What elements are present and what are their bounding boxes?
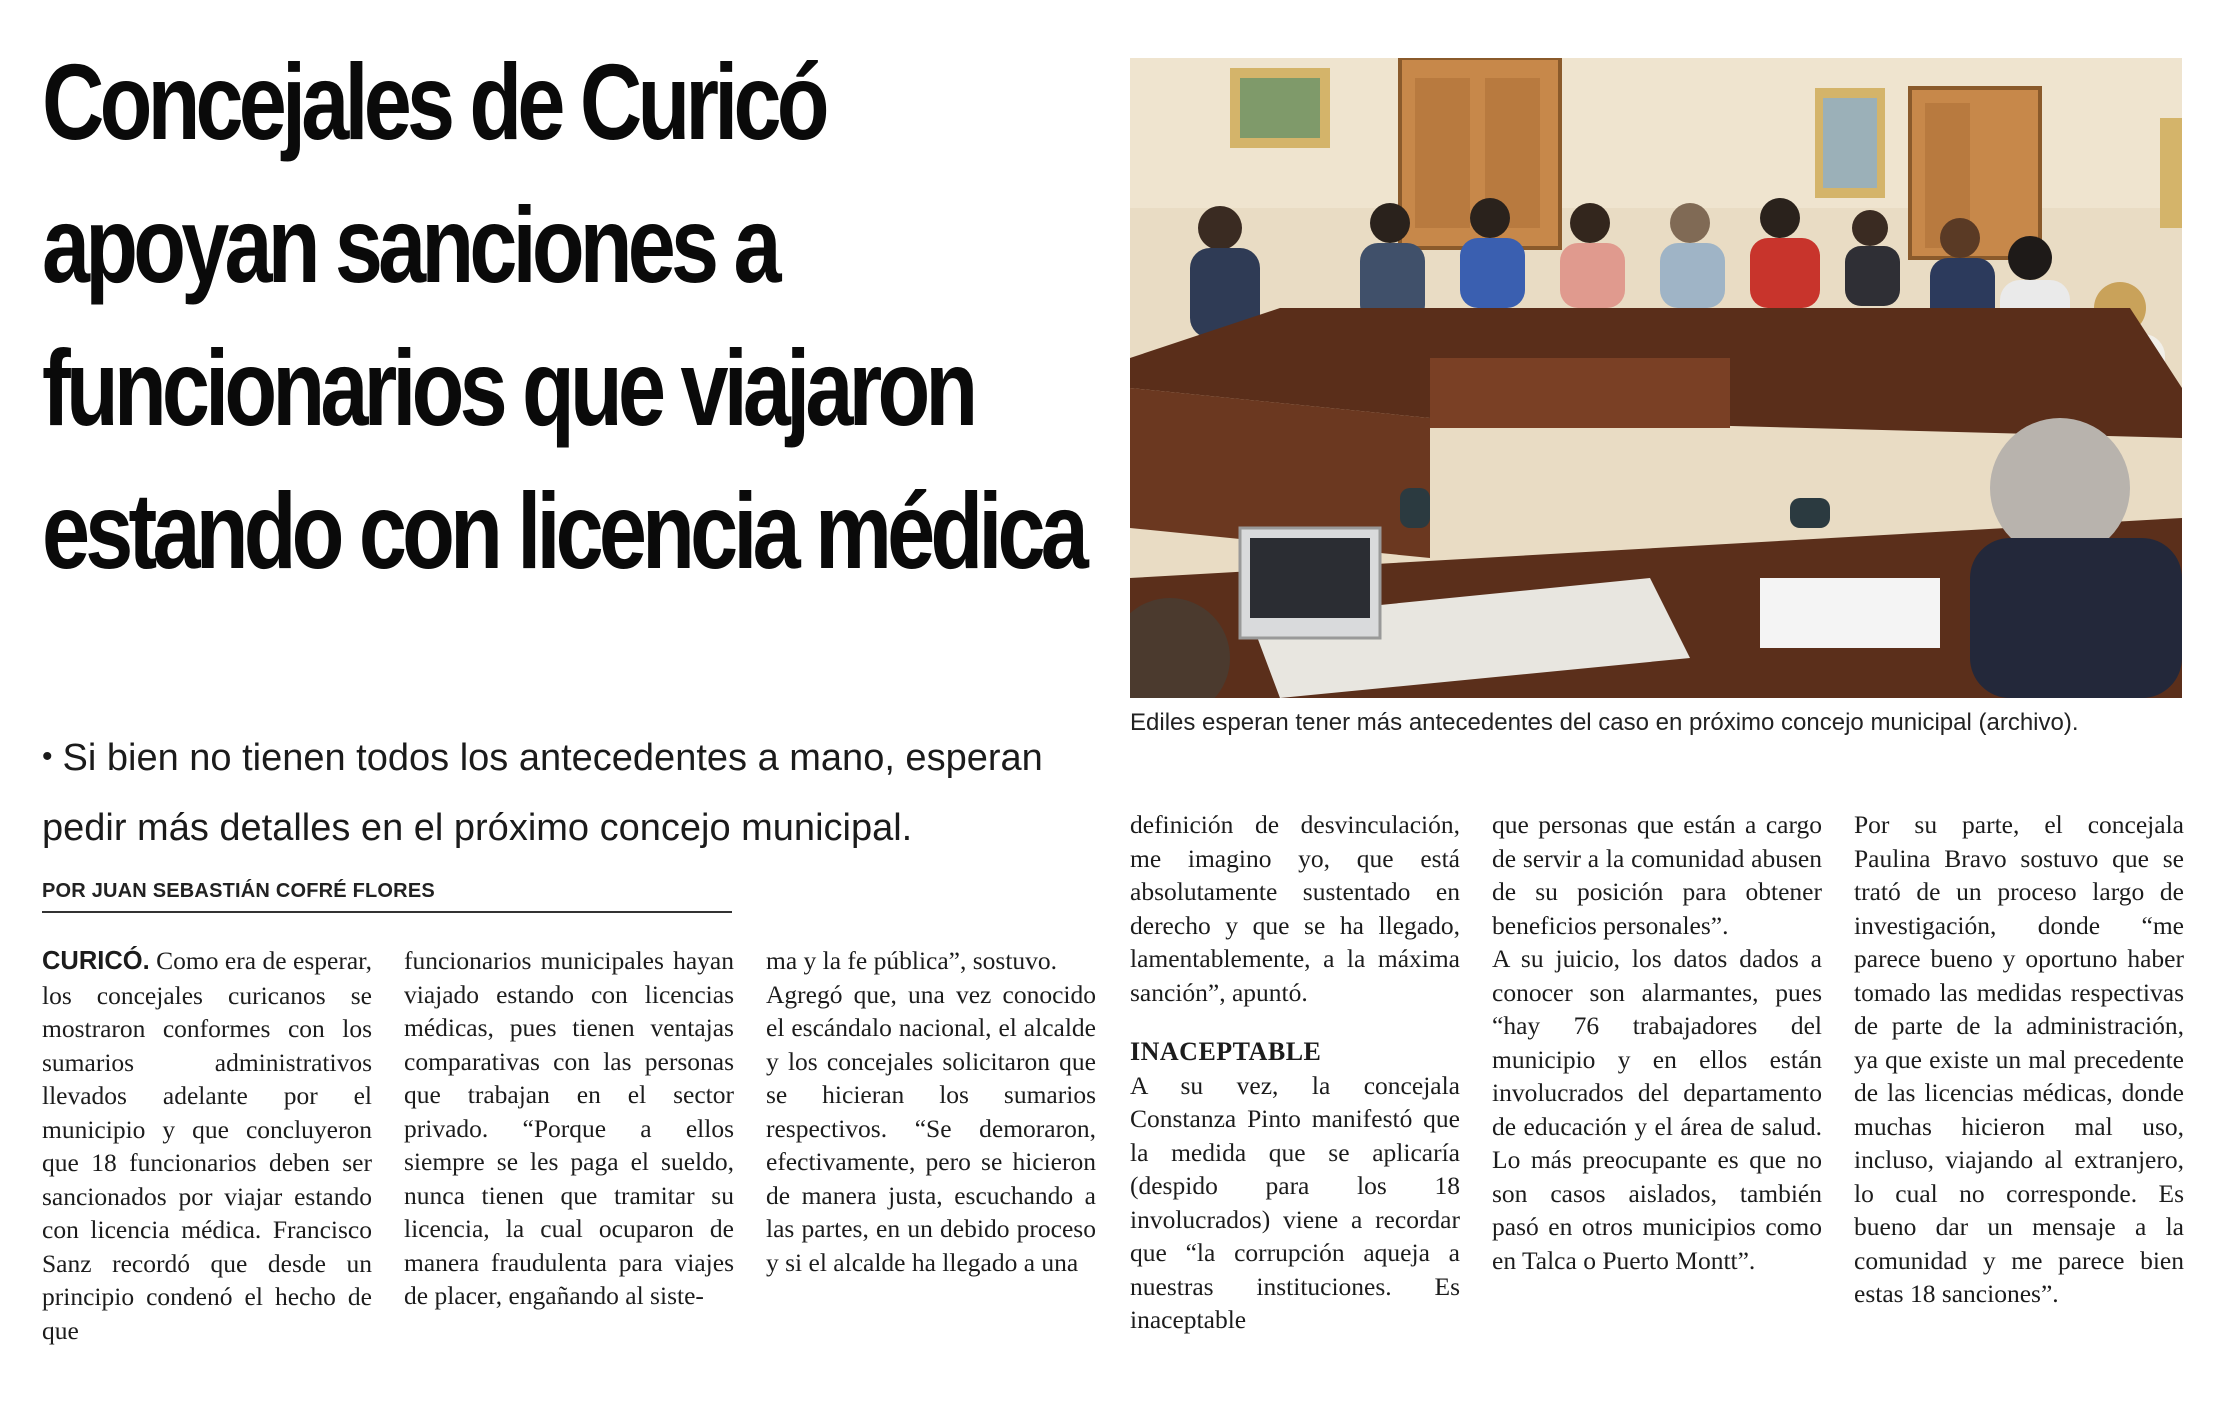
article-column-4 <box>1130 808 1460 1337</box>
council-meeting-photo <box>1130 58 2182 698</box>
column-text: funcionarios municipales hayan viajado estando con licencias médicas, pues tienen ventajas comparativas con las personas que trabajan en el sector privado. “Porque a ellos siempre se les paga el sueldo, nunca tienen que tramitar su licencia, la cual ocuparon de manera fraudulenta para viajes de placer, engañando al siste- <box>404 946 734 1310</box>
byline: POR JUAN SEBASTIÁN COFRÉ FLORES <box>42 880 732 913</box>
headline-line: apoyan sanciones a <box>42 184 777 305</box>
article-column-6 <box>1854 808 2184 1311</box>
column-text: Por su parte, el concejala Paulina Bravo sostuvo que se trató de un proceso largo de investigación, donde “me parece bueno y oportuno haber tomado las medidas respectivas de parte de la administración, ya que existe un mal precedente de las licencias médicas, donde muchas hicieron mal uso, incluso, viajando al extranjero, lo cual no corresponde. Es bueno dar un mensaje a la comunidad y me parece bien estas 18 sanciones”. <box>1854 810 2184 1308</box>
column-paragraph: que personas que están a cargo de servir a la comunidad abusen de su posición para obtener beneficios personales”. <box>1492 810 1822 940</box>
column-paragraph: Agregó que, una vez conocido el escándalo nacional, el alcalde y los concejales solicitaron que se hicieran los sumarios respectivos. “Se demoraron, efectivamente, pero se hicieron de manera justa, escuchando a las partes, en un debido proceso y si el alcalde ha llegado a una <box>766 979 1096 1277</box>
lead-bullet: • <box>42 740 53 773</box>
article-column-1 <box>42 944 372 1347</box>
photo-caption: Ediles esperan tener más antecedentes del caso en próximo concejo municipal (archivo). <box>1130 709 2079 736</box>
headline-line: estando con licencia médica <box>42 470 1085 591</box>
headline-line: Concejales de Curicó <box>42 41 825 162</box>
article-column-5 <box>1492 808 1822 1277</box>
lead-text: Si bien no tienen todos los antecedentes a mano, esperan pedir más detalles en el próximo concejo municipal. <box>42 737 1043 849</box>
lead-summary <box>42 722 1082 863</box>
council-meeting-illustration <box>1130 58 2182 698</box>
dateline: CURICÓ. <box>42 947 150 975</box>
headline-line: funcionarios que viajaron <box>42 327 974 448</box>
subheading: INACEPTABLE <box>1130 1037 1322 1066</box>
column-paragraph: A su juicio, los datos dados a conocer son alarmantes, pues “hay 76 trabajadores del municipio y en ellos están involucrados del departamento de educación y el área de salud. Lo más preocupante es que no son casos aislados, también pasó en otros municipios como en Talca o Puerto Montt”. <box>1492 944 1822 1275</box>
headline <box>42 30 1106 602</box>
article-column-3 <box>766 944 1096 1279</box>
column-paragraph: A su vez, la concejala Constanza Pinto manifestó que la medida que se aplicaría (despido para los 18 involucrados) viene a recordar que “la corrupción aqueja a nuestras instituciones. Es inaceptable <box>1130 1070 1460 1334</box>
article-column-2 <box>404 944 734 1313</box>
column-paragraph: ma y la fe pública”, sostuvo. <box>766 946 1058 975</box>
column-text: Como era de esperar, los concejales curicanos se mostraron conformes con los sumarios administrativos llevados adelante por el municipio y que concluyeron que 18 funcionarios deben ser sancionados por viajar estando con licencia médica. Francisco Sanz recordó que desde un principio condenó el hecho de que <box>42 946 372 1345</box>
column-paragraph: definición de desvinculación, me imagino yo, que está absolutamente sustentado en derecho y que se ha llegado, lamentablemente, a la máxima sanción”, apuntó. <box>1130 810 1460 1007</box>
